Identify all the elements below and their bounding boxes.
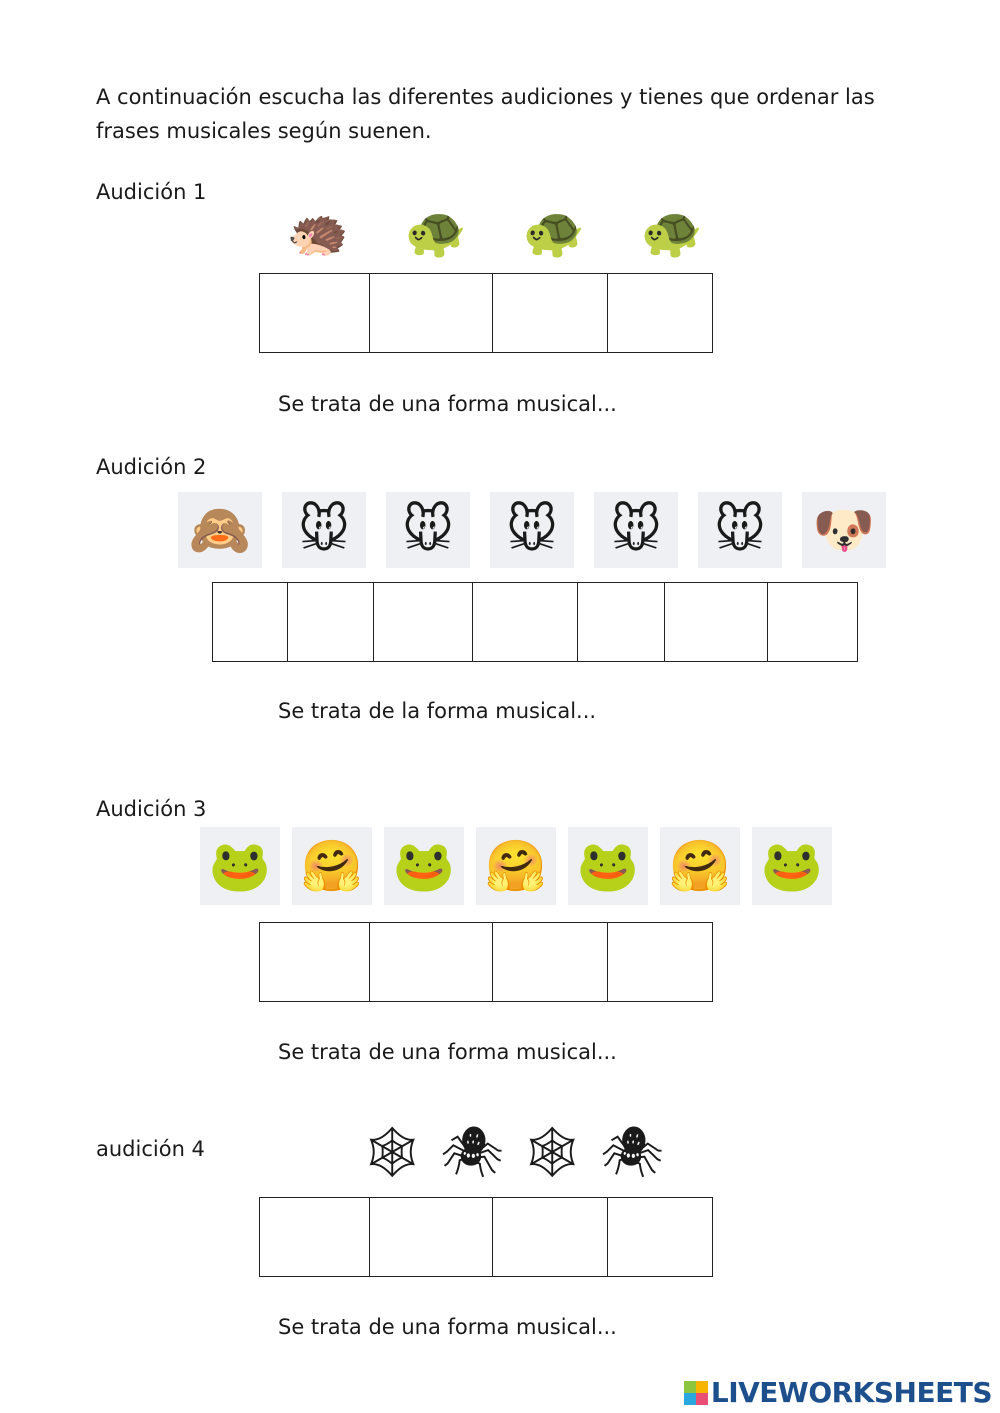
answer-input[interactable] [578, 583, 664, 661]
answer-input[interactable] [608, 274, 712, 352]
frog-icon: 🐸 [752, 827, 832, 905]
section-3-answer-grid [259, 922, 713, 1002]
spider-icon: 🕷 [440, 1123, 504, 1181]
section-2-label: Audición 2 [96, 455, 207, 479]
logo-square [684, 1381, 696, 1393]
hedgehog-icon: 🦔 [286, 203, 350, 261]
answer-cell[interactable] [493, 1198, 608, 1276]
answer-input[interactable] [768, 583, 857, 661]
section-1-label: Audición 1 [96, 180, 207, 204]
answer-cell[interactable] [370, 274, 493, 352]
answer-cell[interactable] [370, 1198, 493, 1276]
answer-input[interactable] [260, 1198, 369, 1276]
frog-icon: 🐸 [384, 827, 464, 905]
mouse-icon: 🐭 [282, 492, 366, 568]
answer-cell[interactable] [608, 923, 712, 1001]
answer-cell[interactable] [260, 923, 370, 1001]
section-3-label: Audición 3 [96, 797, 207, 821]
hugging-face-icon: 🤗 [476, 827, 556, 905]
answer-cell[interactable] [370, 923, 493, 1001]
spider-icon: 🕷 [600, 1123, 664, 1181]
section-1-caption: Se trata de una forma musical... [278, 392, 617, 416]
answer-input[interactable] [260, 274, 369, 352]
spider-web-icon: 🕸 [520, 1123, 584, 1181]
frog-icon: 🐸 [200, 827, 280, 905]
turtle-icon: 🐢 [404, 203, 468, 261]
mouse-icon: 🐭 [594, 492, 678, 568]
answer-cell[interactable] [213, 583, 288, 661]
spider-web-icon: 🕸 [360, 1123, 424, 1181]
section-2-icons [178, 492, 886, 568]
liveworksheets-logo-icon [684, 1381, 708, 1405]
answer-cell[interactable] [768, 583, 857, 661]
section-1-icons [282, 200, 708, 264]
answer-input[interactable] [608, 1198, 712, 1276]
answer-cell[interactable] [608, 274, 712, 352]
section-1-answer-grid [259, 273, 713, 353]
turtle-icon: 🐢 [522, 203, 586, 261]
answer-input[interactable] [493, 274, 607, 352]
answer-cell[interactable] [473, 583, 578, 661]
mouse-icon: 🐭 [490, 492, 574, 568]
answer-input[interactable] [665, 583, 767, 661]
answer-input[interactable] [473, 583, 577, 661]
dog-icon: 🐶 [802, 492, 886, 568]
answer-cell[interactable] [260, 274, 370, 352]
answer-cell[interactable] [665, 583, 768, 661]
answer-cell[interactable] [493, 274, 608, 352]
answer-input[interactable] [493, 1198, 607, 1276]
answer-input[interactable] [374, 583, 472, 661]
liveworksheets-brand [684, 1376, 992, 1409]
answer-cell[interactable] [288, 583, 374, 661]
section-3-icons [200, 827, 832, 905]
answer-cell[interactable] [608, 1198, 712, 1276]
answer-input[interactable] [493, 923, 607, 1001]
answer-cell[interactable] [493, 923, 608, 1001]
mouse-icon: 🐭 [698, 492, 782, 568]
mouse-icon: 🐭 [386, 492, 470, 568]
section-2-answer-grid [212, 582, 858, 662]
logo-square [684, 1393, 696, 1405]
answer-input[interactable] [288, 583, 373, 661]
section-3-caption: Se trata de una forma musical... [278, 1040, 617, 1064]
answer-input[interactable] [260, 923, 369, 1001]
frog-icon: 🐸 [568, 827, 648, 905]
answer-input[interactable] [370, 274, 492, 352]
logo-square [696, 1381, 708, 1393]
answer-input[interactable] [370, 1198, 492, 1276]
section-4-caption: Se trata de una forma musical... [278, 1315, 617, 1339]
turtle-icon: 🐢 [640, 203, 704, 261]
answer-cell[interactable] [374, 583, 473, 661]
section-4-answer-grid [259, 1197, 713, 1277]
section-4-label: audición 4 [96, 1137, 205, 1161]
logo-square [696, 1393, 708, 1405]
section-2-caption: Se trata de la forma musical... [278, 699, 597, 723]
hugging-face-icon: 🤗 [660, 827, 740, 905]
section-4-icons [362, 1122, 662, 1182]
answer-cell[interactable] [260, 1198, 370, 1276]
instructions-text: A continuación escucha las diferentes audiciones y tienes que ordenar las frases musicales según suenen. [96, 85, 875, 143]
answer-input[interactable] [608, 923, 712, 1001]
hugging-face-icon: 🤗 [292, 827, 372, 905]
answer-input[interactable] [370, 923, 492, 1001]
brand-name: LIVEWORKSHEETS [710, 1376, 992, 1409]
answer-input[interactable] [213, 583, 287, 661]
see-no-evil-monkey-icon: 🙈 [178, 492, 262, 568]
answer-cell[interactable] [578, 583, 665, 661]
